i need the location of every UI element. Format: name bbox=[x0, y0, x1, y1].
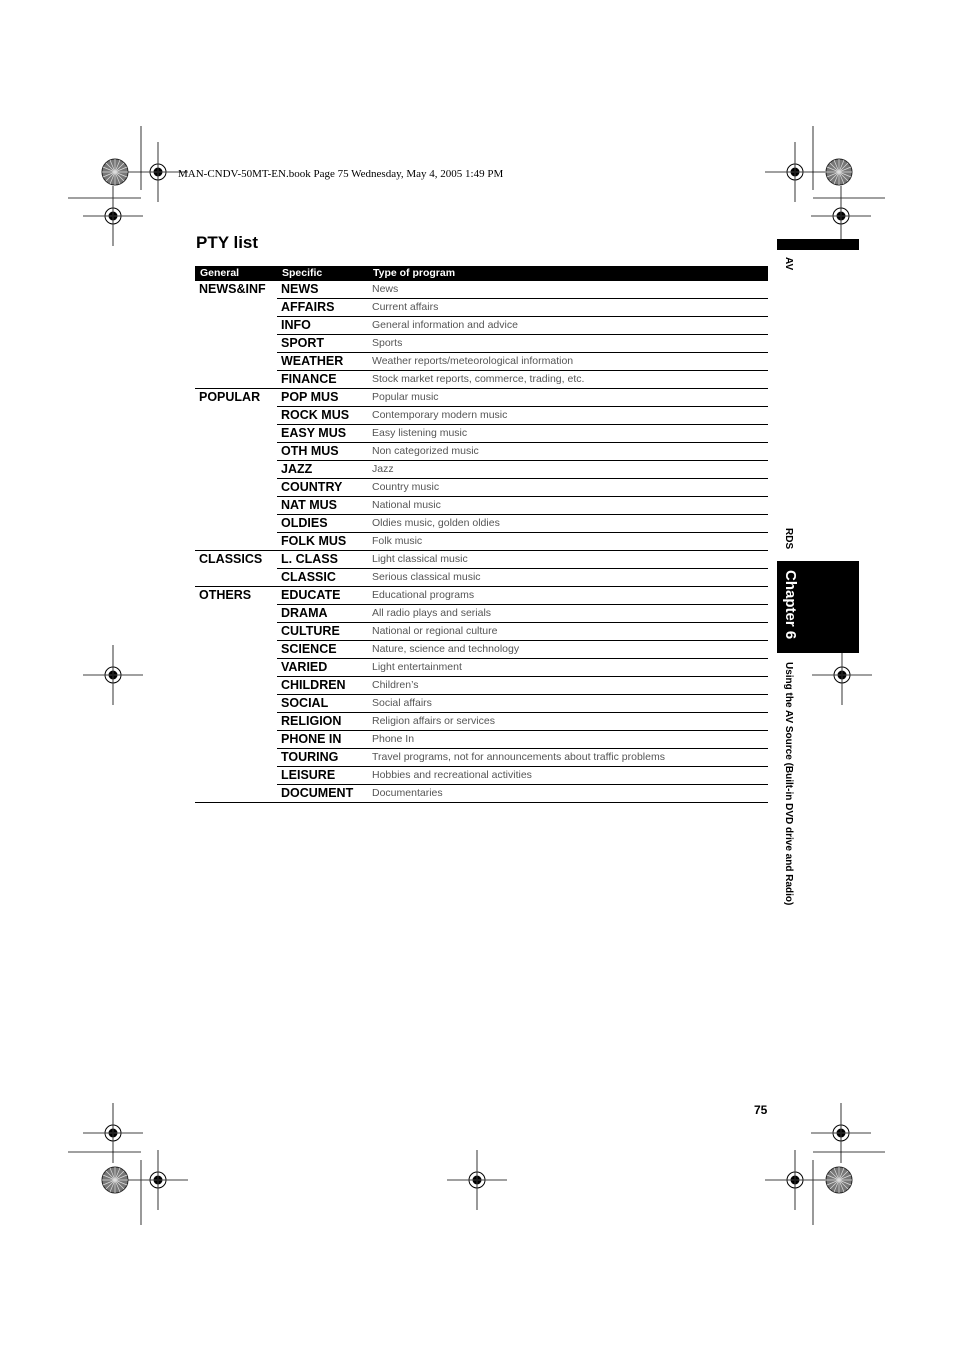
cell-specific: CHILDREN bbox=[277, 677, 368, 695]
cell-type-of-program: Light entertainment bbox=[368, 659, 768, 677]
cell-specific: DRAMA bbox=[277, 605, 368, 623]
cell-specific: L. CLASS bbox=[277, 551, 368, 569]
cell-specific: CLASSIC bbox=[277, 569, 368, 587]
cell-specific: EASY MUS bbox=[277, 425, 368, 443]
cell-specific: FINANCE bbox=[277, 371, 368, 389]
cell-specific: JAZZ bbox=[277, 461, 368, 479]
file-info-line: MAN-CNDV-50MT-EN.book Page 75 Wednesday, May 4, 2005 1:49 PM bbox=[178, 168, 504, 180]
column-header-specific: Specific bbox=[277, 266, 368, 281]
cell-type-of-program: Religion affairs or services bbox=[368, 713, 768, 731]
cell-type-of-program: Educational programs bbox=[368, 587, 768, 605]
cell-specific: SCIENCE bbox=[277, 641, 368, 659]
cell-specific: NAT MUS bbox=[277, 497, 368, 515]
cell-general: NEWS&INF bbox=[199, 282, 266, 297]
cell-specific: OLDIES bbox=[277, 515, 368, 533]
cell-type-of-program: Weather reports/meteorological information bbox=[368, 353, 768, 371]
cell-specific: COUNTRY bbox=[277, 479, 368, 497]
cell-specific: VARIED bbox=[277, 659, 368, 677]
av-section-label: AV bbox=[783, 257, 794, 271]
cell-type-of-program: Oldies music, golden oldies bbox=[368, 515, 768, 533]
cell-type-of-program: General information and advice bbox=[368, 317, 768, 335]
cell-specific: FOLK MUS bbox=[277, 533, 368, 551]
cell-type-of-program: Popular music bbox=[368, 389, 768, 407]
cell-type-of-program: Children’s bbox=[368, 677, 768, 695]
column-header-general: General bbox=[195, 266, 277, 281]
cell-specific: OTH MUS bbox=[277, 443, 368, 461]
cell-type-of-program: News bbox=[368, 281, 768, 299]
cell-specific: SOCIAL bbox=[277, 695, 368, 713]
cell-type-of-program: Contemporary modern music bbox=[368, 407, 768, 425]
rds-section-label: RDS bbox=[783, 528, 794, 550]
cell-specific: SPORT bbox=[277, 335, 368, 353]
cell-general: CLASSICS bbox=[195, 551, 277, 569]
cell-specific: POP MUS bbox=[277, 389, 368, 407]
cell-type-of-program: National or regional culture bbox=[368, 623, 768, 641]
cell-specific: EDUCATE bbox=[277, 587, 368, 605]
cell-specific: LEISURE bbox=[277, 767, 368, 785]
cell-type-of-program: Light classical music bbox=[368, 551, 768, 569]
cell-type-of-program: Jazz bbox=[368, 461, 768, 479]
cell-specific: PHONE IN bbox=[277, 731, 368, 749]
cell-type-of-program: Travel programs, not for announcements about traffic problems bbox=[368, 749, 768, 767]
cell-specific: WEATHER bbox=[277, 353, 368, 371]
cell-type-of-program: Stock market reports, commerce, trading, etc. bbox=[368, 371, 768, 389]
chapter-label: Chapter 6 bbox=[782, 570, 799, 640]
cell-specific: TOURING bbox=[277, 749, 368, 767]
cell-specific: ROCK MUS bbox=[277, 407, 368, 425]
cell-specific: CULTURE bbox=[277, 623, 368, 641]
cell-type-of-program: Nature, science and technology bbox=[368, 641, 768, 659]
cell-general: OTHERS bbox=[195, 587, 277, 605]
cell-specific: INFO bbox=[277, 317, 368, 335]
cell-type-of-program: Hobbies and recreational activities bbox=[368, 767, 768, 785]
cell-type-of-program: Sports bbox=[368, 335, 768, 353]
cell-specific: RELIGION bbox=[277, 713, 368, 731]
column-header-type: Type of program bbox=[368, 266, 768, 281]
cell-type-of-program: Easy listening music bbox=[368, 425, 768, 443]
cell-type-of-program: Non categorized music bbox=[368, 443, 768, 461]
page-number: 75 bbox=[754, 1103, 768, 1117]
cell-type-of-program: Country music bbox=[368, 479, 768, 497]
cell-type-of-program: Phone In bbox=[368, 731, 768, 749]
cell-type-of-program: Documentaries bbox=[368, 785, 768, 803]
cell-type-of-program: Serious classical music bbox=[368, 569, 768, 587]
cell-type-of-program: National music bbox=[368, 497, 768, 515]
cell-specific: AFFAIRS bbox=[277, 299, 368, 317]
section-title-label: Using the AV Source (Built-in DVD drive and Radio) bbox=[783, 662, 794, 906]
cell-type-of-program: Current affairs bbox=[368, 299, 768, 317]
cell-type-of-program: Folk music bbox=[368, 533, 768, 551]
cell-type-of-program: All radio plays and serials bbox=[368, 605, 768, 623]
cell-specific: DOCUMENT bbox=[277, 785, 368, 803]
cell-general: POPULAR bbox=[195, 389, 277, 407]
cell-type-of-program: Social affairs bbox=[368, 695, 768, 713]
cell-specific: NEWS bbox=[277, 281, 368, 299]
page-title: PTY list bbox=[196, 233, 259, 252]
